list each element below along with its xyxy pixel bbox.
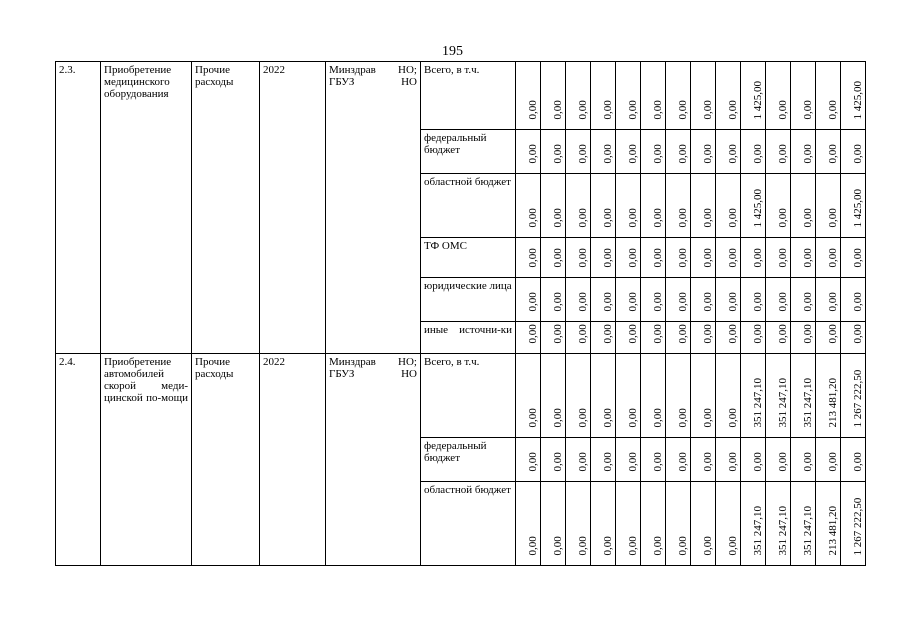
amount-value: 0,00 [777, 248, 789, 268]
amount-value: 0,00 [552, 248, 564, 268]
amount-value: 0,00 [852, 292, 864, 312]
amount-value: 351 247,10 [802, 506, 814, 556]
amount-value: 0,00 [827, 248, 839, 268]
amount-value: 0,00 [677, 248, 689, 268]
amount-cell [816, 438, 841, 482]
amount-cell [741, 62, 766, 130]
amount-value: 0,00 [702, 100, 714, 120]
amount-value: 0,00 [677, 208, 689, 228]
amount-value: 0,00 [627, 292, 639, 312]
item-year: 2022 [260, 62, 326, 354]
amount-value: 1 425,00 [752, 189, 764, 228]
amount-cell [716, 322, 741, 354]
amount-cell [716, 174, 741, 238]
amount-cell [516, 322, 541, 354]
funding-source-label: областной бюджет [421, 174, 516, 238]
amount-cell [666, 482, 691, 566]
amount-value: 0,00 [677, 100, 689, 120]
amount-cell [566, 174, 591, 238]
amount-value: 0,00 [677, 408, 689, 428]
amount-value: 0,00 [752, 144, 764, 164]
amount-value: 0,00 [702, 292, 714, 312]
amount-cell [841, 438, 866, 482]
amount-value: 1 425,00 [852, 189, 864, 228]
amount-cell [716, 62, 741, 130]
amount-value: 0,00 [702, 144, 714, 164]
amount-cell [841, 130, 866, 174]
amount-value: 0,00 [652, 324, 664, 344]
amount-cell [766, 354, 791, 438]
amount-value: 0,00 [552, 292, 564, 312]
amount-value: 0,00 [652, 248, 664, 268]
amount-value: 0,00 [852, 248, 864, 268]
amount-cell [791, 482, 816, 566]
amount-value: 0,00 [777, 452, 789, 472]
amount-cell [816, 354, 841, 438]
amount-cell [791, 354, 816, 438]
amount-value: 0,00 [602, 248, 614, 268]
amount-value: 0,00 [702, 248, 714, 268]
amount-cell [591, 322, 616, 354]
amount-value: 0,00 [527, 292, 539, 312]
amount-cell [716, 438, 741, 482]
amount-value: 0,00 [602, 144, 614, 164]
amount-value: 0,00 [577, 452, 589, 472]
amount-cell [666, 238, 691, 278]
amount-cell [766, 174, 791, 238]
amount-value: 0,00 [552, 408, 564, 428]
amount-cell [541, 354, 566, 438]
amount-cell [616, 322, 641, 354]
amount-value: 0,00 [552, 452, 564, 472]
amount-cell [616, 438, 641, 482]
amount-value: 0,00 [577, 144, 589, 164]
amount-value: 0,00 [777, 100, 789, 120]
amount-cell [791, 62, 816, 130]
amount-cell [641, 174, 666, 238]
amount-cell [791, 130, 816, 174]
amount-value: 0,00 [602, 208, 614, 228]
amount-cell [741, 130, 766, 174]
amount-value: 0,00 [827, 208, 839, 228]
item-code: 2.3. [56, 62, 101, 354]
amount-value: 0,00 [802, 100, 814, 120]
item-code: 2.4. [56, 354, 101, 566]
amount-value: 0,00 [652, 208, 664, 228]
amount-cell [816, 174, 841, 238]
amount-cell [541, 322, 566, 354]
amount-value: 0,00 [777, 144, 789, 164]
amount-value: 0,00 [752, 248, 764, 268]
amount-cell [566, 278, 591, 322]
amount-cell [641, 278, 666, 322]
amount-cell [741, 438, 766, 482]
amount-cell [566, 438, 591, 482]
amount-value: 0,00 [652, 100, 664, 120]
amount-cell [566, 482, 591, 566]
amount-cell [816, 238, 841, 278]
amount-value: 351 247,10 [777, 378, 789, 428]
amount-cell [641, 322, 666, 354]
amount-cell [841, 322, 866, 354]
amount-value: 0,00 [827, 324, 839, 344]
amount-value: 0,00 [527, 452, 539, 472]
amount-value: 0,00 [677, 324, 689, 344]
amount-cell [741, 354, 766, 438]
amount-cell [516, 354, 541, 438]
amount-value: 0,00 [527, 248, 539, 268]
amount-cell [766, 482, 791, 566]
amount-cell [566, 322, 591, 354]
amount-cell [716, 354, 741, 438]
amount-value: 1 425,00 [852, 81, 864, 120]
amount-cell [516, 238, 541, 278]
amount-value: 0,00 [827, 144, 839, 164]
amount-value: 0,00 [527, 144, 539, 164]
amount-value: 0,00 [752, 292, 764, 312]
funding-source-label: Всего, в т.ч. [421, 354, 516, 438]
amount-value: 0,00 [627, 144, 639, 164]
amount-value: 0,00 [702, 208, 714, 228]
amount-cell [541, 130, 566, 174]
amount-cell [766, 322, 791, 354]
amount-cell [841, 174, 866, 238]
amount-cell [616, 174, 641, 238]
amount-value: 0,00 [652, 292, 664, 312]
amount-cell [516, 130, 541, 174]
amount-cell [541, 174, 566, 238]
amount-value: 1 267 222,50 [852, 497, 864, 556]
amount-value: 0,00 [727, 324, 739, 344]
amount-cell [791, 322, 816, 354]
amount-cell [691, 238, 716, 278]
amount-value: 0,00 [852, 324, 864, 344]
amount-cell [541, 278, 566, 322]
amount-cell [766, 238, 791, 278]
amount-cell [566, 354, 591, 438]
amount-value: 0,00 [527, 536, 539, 556]
amount-cell [741, 278, 766, 322]
amount-value: 0,00 [602, 324, 614, 344]
amount-value: 0,00 [602, 536, 614, 556]
amount-value: 0,00 [627, 408, 639, 428]
amount-cell [691, 438, 716, 482]
amount-value: 0,00 [727, 452, 739, 472]
amount-cell [666, 438, 691, 482]
amount-cell [641, 438, 666, 482]
amount-cell [691, 482, 716, 566]
amount-value: 0,00 [552, 100, 564, 120]
amount-value: 213 481,20 [827, 378, 839, 428]
amount-value: 0,00 [727, 292, 739, 312]
amount-cell [791, 238, 816, 278]
amount-cell [566, 238, 591, 278]
amount-cell [741, 174, 766, 238]
amount-cell [591, 238, 616, 278]
funding-source-label: Всего, в т.ч. [421, 62, 516, 130]
amount-cell [616, 130, 641, 174]
amount-value: 0,00 [702, 408, 714, 428]
amount-value: 0,00 [752, 324, 764, 344]
amount-value: 0,00 [527, 324, 539, 344]
amount-value: 0,00 [727, 408, 739, 428]
amount-cell [766, 438, 791, 482]
amount-cell [516, 482, 541, 566]
funding-source-label: федеральный бюджет [421, 438, 516, 482]
amount-cell [816, 130, 841, 174]
funding-source-label: федеральный бюджет [421, 130, 516, 174]
amount-value: 0,00 [552, 324, 564, 344]
amount-value: 351 247,10 [752, 506, 764, 556]
amount-value: 0,00 [577, 100, 589, 120]
amount-value: 0,00 [577, 408, 589, 428]
amount-cell [516, 62, 541, 130]
amount-value: 0,00 [727, 208, 739, 228]
amount-value: 0,00 [802, 208, 814, 228]
amount-value: 0,00 [552, 208, 564, 228]
amount-cell [516, 438, 541, 482]
amount-cell [791, 438, 816, 482]
amount-cell [716, 238, 741, 278]
amount-cell [641, 130, 666, 174]
amount-value: 0,00 [827, 100, 839, 120]
amount-cell [616, 354, 641, 438]
amount-cell [766, 130, 791, 174]
amount-cell [641, 62, 666, 130]
amount-cell [591, 174, 616, 238]
amount-cell [816, 322, 841, 354]
amount-cell [591, 438, 616, 482]
amount-cell [841, 278, 866, 322]
amount-cell [566, 130, 591, 174]
amount-cell [541, 482, 566, 566]
amount-value: 1 425,00 [752, 81, 764, 120]
amount-cell [766, 62, 791, 130]
amount-value: 0,00 [577, 292, 589, 312]
item-name: Приобретение автомобилей скорой меди-цинской по-мощи [101, 354, 192, 566]
amount-value: 0,00 [702, 536, 714, 556]
amount-value: 351 247,10 [752, 378, 764, 428]
expense-type: Прочие расходы [192, 354, 260, 566]
amount-value: 0,00 [727, 536, 739, 556]
amount-value: 0,00 [627, 248, 639, 268]
amount-value: 0,00 [702, 452, 714, 472]
amount-cell [516, 174, 541, 238]
amount-value: 0,00 [777, 292, 789, 312]
amount-cell [691, 354, 716, 438]
amount-value: 0,00 [677, 144, 689, 164]
amount-value: 0,00 [802, 144, 814, 164]
amount-cell [816, 482, 841, 566]
amount-value: 0,00 [627, 452, 639, 472]
amount-cell [691, 174, 716, 238]
amount-cell [766, 278, 791, 322]
table-row [56, 354, 866, 438]
amount-cell [591, 278, 616, 322]
amount-cell [666, 130, 691, 174]
amount-cell [691, 278, 716, 322]
amount-value: 0,00 [602, 100, 614, 120]
amount-value: 0,00 [752, 452, 764, 472]
amount-value: 0,00 [852, 144, 864, 164]
amount-value: 0,00 [802, 324, 814, 344]
amount-cell [641, 482, 666, 566]
funding-source-label: ТФ ОМС [421, 238, 516, 278]
page-number: 195 [442, 44, 463, 59]
amount-value: 1 267 222,50 [852, 369, 864, 428]
amount-value: 0,00 [602, 292, 614, 312]
amount-cell [616, 238, 641, 278]
amount-cell [741, 238, 766, 278]
amount-cell [616, 482, 641, 566]
amount-cell [816, 278, 841, 322]
amount-cell [741, 322, 766, 354]
amount-value: 0,00 [602, 408, 614, 428]
amount-cell [816, 62, 841, 130]
amount-value: 0,00 [652, 452, 664, 472]
amount-value: 0,00 [552, 144, 564, 164]
amount-cell [591, 354, 616, 438]
item-name: Приобретение медицинского оборудования [101, 62, 192, 354]
amount-cell [641, 354, 666, 438]
amount-value: 0,00 [727, 248, 739, 268]
amount-cell [541, 238, 566, 278]
amount-value: 0,00 [577, 208, 589, 228]
amount-value: 0,00 [802, 452, 814, 472]
amount-value: 213 481,20 [827, 506, 839, 556]
amount-value: 0,00 [527, 100, 539, 120]
amount-cell [541, 438, 566, 482]
amount-value: 0,00 [527, 208, 539, 228]
amount-cell [666, 354, 691, 438]
amount-value: 0,00 [677, 452, 689, 472]
amount-cell [691, 62, 716, 130]
amount-value: 0,00 [802, 292, 814, 312]
amount-cell [791, 174, 816, 238]
expense-type: Прочие расходы [192, 62, 260, 354]
amount-cell [666, 174, 691, 238]
funding-source-label: областной бюджет [421, 482, 516, 566]
amount-value: 0,00 [702, 324, 714, 344]
amount-value: 0,00 [727, 144, 739, 164]
amount-cell [591, 130, 616, 174]
amount-cell [791, 278, 816, 322]
table-row [56, 62, 866, 130]
amount-value: 0,00 [577, 248, 589, 268]
amount-cell [716, 278, 741, 322]
amount-cell [741, 482, 766, 566]
amount-cell [591, 482, 616, 566]
item-year: 2022 [260, 354, 326, 566]
amount-cell [641, 238, 666, 278]
amount-cell [691, 322, 716, 354]
amount-value: 0,00 [652, 536, 664, 556]
amount-value: 0,00 [727, 100, 739, 120]
amount-cell [841, 354, 866, 438]
amount-cell [841, 238, 866, 278]
budget-table [55, 61, 866, 566]
amount-value: 0,00 [827, 292, 839, 312]
amount-cell [541, 62, 566, 130]
amount-cell [691, 130, 716, 174]
amount-value: 0,00 [627, 324, 639, 344]
amount-value: 0,00 [527, 408, 539, 428]
amount-value: 0,00 [602, 452, 614, 472]
amount-cell [591, 62, 616, 130]
amount-cell [716, 482, 741, 566]
amount-cell [841, 62, 866, 130]
amount-value: 0,00 [577, 324, 589, 344]
amount-value: 0,00 [552, 536, 564, 556]
amount-value: 0,00 [627, 536, 639, 556]
amount-cell [616, 278, 641, 322]
amount-value: 0,00 [652, 408, 664, 428]
amount-value: 0,00 [802, 248, 814, 268]
amount-value: 0,00 [777, 208, 789, 228]
amount-value: 351 247,10 [777, 506, 789, 556]
amount-value: 0,00 [577, 536, 589, 556]
amount-value: 0,00 [827, 452, 839, 472]
item-executor: Минздрав НО; ГБУЗ НО [326, 62, 421, 354]
amount-value: 0,00 [777, 324, 789, 344]
amount-value: 0,00 [652, 144, 664, 164]
item-executor: Минздрав НО; ГБУЗ НО [326, 354, 421, 566]
amount-value: 0,00 [852, 452, 864, 472]
funding-source-label: юридические лица [421, 278, 516, 322]
amount-value: 351 247,10 [802, 378, 814, 428]
amount-cell [616, 62, 641, 130]
amount-cell [516, 278, 541, 322]
amount-cell [841, 482, 866, 566]
amount-cell [566, 62, 591, 130]
amount-value: 0,00 [627, 100, 639, 120]
amount-value: 0,00 [677, 292, 689, 312]
amount-cell [666, 322, 691, 354]
amount-cell [666, 278, 691, 322]
amount-cell [666, 62, 691, 130]
amount-cell [716, 130, 741, 174]
amount-value: 0,00 [627, 208, 639, 228]
amount-value: 0,00 [677, 536, 689, 556]
funding-source-label: иные источни-ки [421, 322, 516, 354]
